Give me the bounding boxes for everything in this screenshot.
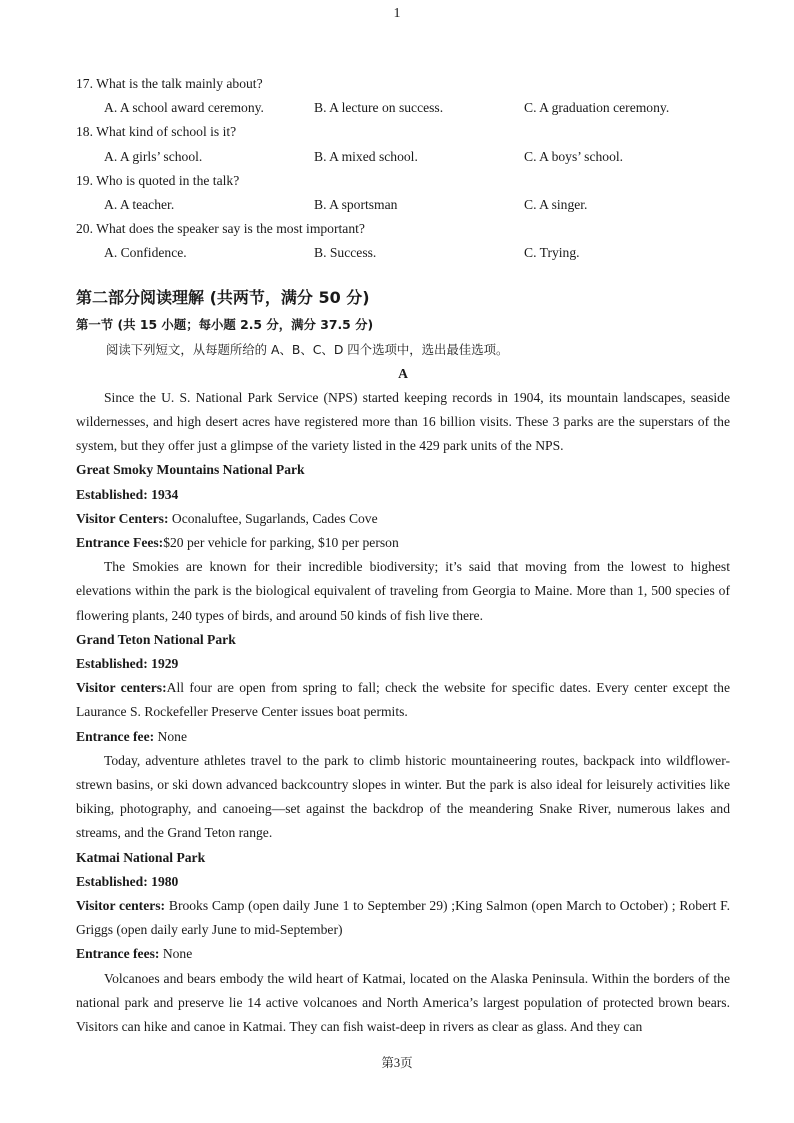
option-c: C. A boys’ school. xyxy=(524,148,624,164)
question-stem: 18. What kind of school is it? xyxy=(76,124,237,140)
field-label: Entrance Fees: xyxy=(76,534,164,550)
option-a: A. Confidence. xyxy=(104,245,187,261)
document-body xyxy=(76,72,730,1039)
page-number-top: 1 xyxy=(393,6,401,21)
option-a: A. A girls’ school. xyxy=(104,148,203,164)
question-stem: 20. What does the speaker say is the most important? xyxy=(76,221,365,237)
passage-intro: Since the U. S. National Park Service (NPS) started keeping records in 1904, its mountain landscapes, seaside wildernesses, and high desert acres have registered more than 16 billion visits. These 3 parks are the superstars of the system, but they offer just a glimpse of the variety listed in the 429 park units of the NPS. xyxy=(76,389,730,454)
question-18 xyxy=(76,120,730,168)
field-value: Brooks Camp (open daily June 1 to September 29) ;King Salmon (open March to October) ; Robert F. Griggs (open daily early June to mid-September) xyxy=(76,898,730,938)
option-a: A. A school award ceremony. xyxy=(104,100,264,116)
park-entrance-fee xyxy=(76,531,730,555)
park-description: The Smokies are known for their incredible biodiversity; it’s said that moving from the lowest to highest elevations within the park is the biological equivalent of traveling from Georgia to Maine. More than 1, 500 species of flowering plants, 240 types of birds, and around 50 kinds of fish live there. xyxy=(76,559,730,623)
park-name: Great Smoky Mountains National Park xyxy=(76,462,305,478)
question-options xyxy=(76,241,730,265)
question-19 xyxy=(76,169,730,217)
field-label: Visitor Centers: xyxy=(76,510,169,526)
park-established: Established: 1934 xyxy=(76,486,179,502)
question-options xyxy=(76,193,730,217)
question-stem: 17. What is the talk mainly about? xyxy=(76,76,263,91)
field-label: Entrance fee: xyxy=(76,728,155,744)
page-footer: 第3页 xyxy=(381,1056,413,1070)
option-c: C. A graduation ceremony. xyxy=(524,100,670,116)
question-20 xyxy=(76,217,730,265)
park-name: Katmai National Park xyxy=(76,849,206,865)
field-value: None xyxy=(154,728,187,744)
option-b: B. A sportsman xyxy=(314,196,398,212)
field-value: $20 per vehicle for parking, $10 per person xyxy=(163,534,399,550)
option-a: A. A teacher. xyxy=(104,196,175,212)
park-name: Grand Teton National Park xyxy=(76,631,236,647)
question-stem: 19. Who is quoted in the talk? xyxy=(76,172,240,188)
park-established: Established: 1980 xyxy=(76,873,179,889)
instructions: 阅读下列短文，从每题所给的 A、B、C、D 四个选项中，选出最佳选项。 xyxy=(106,341,509,357)
park-section xyxy=(76,846,730,1040)
part-two-title: 第二部分阅读理解 (共两节，满分 50 分) xyxy=(76,287,370,307)
park-visitor-centers xyxy=(76,676,730,724)
park-entrance-fee xyxy=(76,725,730,749)
field-label: Visitor centers: xyxy=(76,680,167,696)
option-c: C. A singer. xyxy=(524,196,588,212)
park-visitor-centers xyxy=(76,507,730,531)
park-description: Today, adventure athletes travel to the park to climb historic mountaineering routes, backpack into wildflower-strewn basins, or ski down advanced backcountry slopes in winter. But the park is also ideal for leisurely activities like biking, photography, and canoeing—set against the backdrop of the meandering Snake River, numerous lakes and streams, and the Grand Teton range. xyxy=(76,752,730,841)
option-b: B. A lecture on success. xyxy=(314,100,444,116)
question-options xyxy=(76,145,730,169)
question-options xyxy=(76,96,730,120)
park-entrance-fee xyxy=(76,942,730,966)
field-value: None xyxy=(159,946,193,962)
field-value: All four are open from spring to fall; check the website for specific dates. Every center except the Laurance S. Rockefeller Preserve Center issues boat permits. xyxy=(76,680,730,720)
park-section xyxy=(76,458,730,627)
park-section xyxy=(76,628,730,846)
park-established: Established: 1929 xyxy=(76,656,179,671)
field-label: Entrance fees: xyxy=(76,946,160,962)
question-17 xyxy=(76,72,730,120)
field-value: Oconaluftee, Sugarlands, Cades Cove xyxy=(168,510,378,526)
passage-label: A xyxy=(398,365,408,381)
park-visitor-centers xyxy=(76,894,730,942)
option-b: B. Success. xyxy=(314,245,377,261)
option-c: C. Trying. xyxy=(524,245,580,261)
section-one-title: 第一节 (共 15 小题；每小题 2.5 分，满分 37.5 分) xyxy=(76,316,374,332)
option-b: B. A mixed school. xyxy=(314,148,418,164)
field-label: Visitor centers: xyxy=(76,898,166,914)
park-description: Volcanoes and bears embody the wild heart of Katmai, located on the Alaska Peninsula. Within the borders of the national park and preserve lie 14 active volcanoes and North America’s largest population of protected brown bears. Visitors can hike and canoe in Katmai. They can fish waist-deep in rivers as clear as glass. And they can xyxy=(76,970,730,1035)
